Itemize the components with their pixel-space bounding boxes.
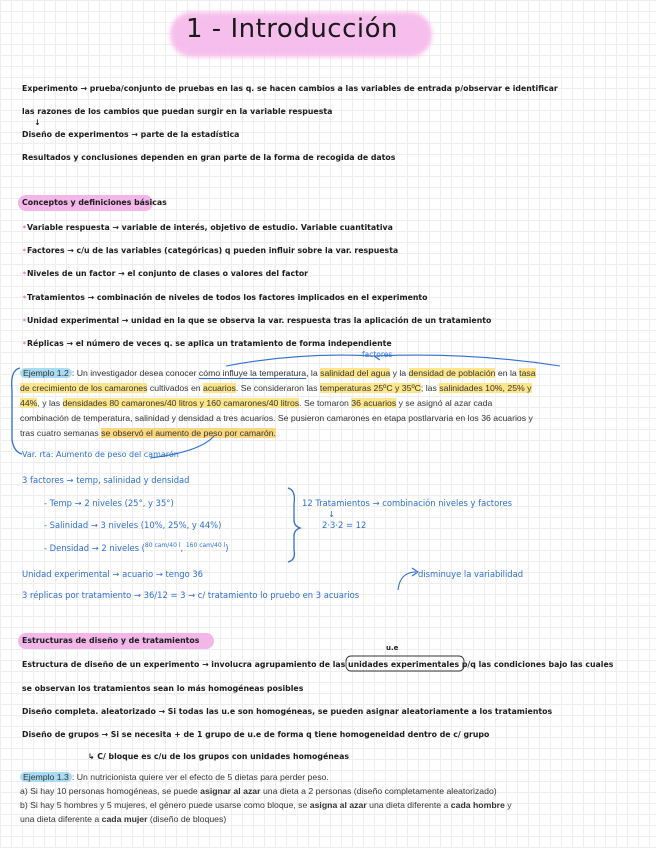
factores-annotation: factores (362, 350, 393, 359)
page-title: 1 - Introducción (186, 14, 399, 44)
structures-line-5: ↳ C/ bloque es c/u de los grupos con unidades homogéneas (88, 752, 349, 761)
concept-item: •Tratamientos → combinación de niveles de todos los factores implicados en el experimento (22, 293, 428, 302)
concepts-heading: Conceptos y definiciones básicas (22, 198, 167, 207)
replicas-note: 3 réplicas por tratamiento → 36/12 = 3 → c/ tratamiento lo pruebo en 3 acuarios (22, 590, 360, 600)
intro-line-1: Experimento → prueba/conjunto de pruebas en las q. se hacen cambios a las variables de entrada p/observar e identificar (22, 84, 558, 93)
factors-summary: 3 factores → temp, salinidad y densidad (22, 475, 190, 485)
intro-line-4: Resultados y conclusiones dependen en gran parte de la forma de recogida de datos (22, 153, 396, 162)
example12-bracket (12, 368, 22, 454)
example12-line-1: Ejemplo 1.2 : Un investigador desea conocer cómo influye la temperatura, la salinidad del agua y la densidad de población en la tasa (20, 366, 536, 381)
factors-brace (226, 355, 560, 366)
unidades-box (346, 656, 464, 671)
brace-tick (374, 356, 380, 360)
concept-item: •Unidad experimental → unidad en la que se observa la var. respuesta tras la aplicación de un tratamiento (22, 316, 492, 325)
var-rta-link (150, 436, 214, 458)
example13-a: a) Si hay 10 personas homogéneas, se puede asignar al azar una dieta a 2 personas (diseño completamente aleatorizado) (20, 786, 497, 796)
example12-label: Ejemplo 1.2 (20, 368, 72, 378)
concept-item: •Factores → c/u de las variables (categóricas) q pueden influir sobre la var. respuesta (22, 246, 399, 255)
ue-note: u.e (386, 644, 399, 652)
treatments-calc: 2·3·2 = 12 (322, 520, 367, 530)
intro-line-3: Diseño de experimentos → parte de la estadística (22, 130, 240, 139)
example12-line-4: combinación de temperatura, salinidad y densidad a tres acuarios. Se pusieron camarones en etapa postlarvaria en los 36 acuarios y (20, 413, 533, 423)
example13-b: b) Si hay 5 hombres y 5 mujeres, el género puede usarse como bloque, se asigna al azar una dieta diferente a cada hombre y (20, 800, 512, 810)
variability-note: disminuye la variabilidad (418, 569, 524, 579)
concept-item: •Niveles de un factor → el conjunto de clases o valores del factor (22, 269, 309, 278)
example12-line-2: de crecimiento de los camarones cultivados en acuarios. Se consideraron las temperaturas 25ºC y 35ºC; las salinidades 10%, 25% y (20, 383, 532, 393)
structures-line-2: se observan los tratamientos sean lo más homogéneas posibles (22, 684, 304, 693)
structures-line-3: Diseño completa. aleatorizado → Si todas las u.e son homogéneas, se pueden asignar aleatoriamente a los tratamientos (22, 707, 553, 716)
concept-item: •Réplicas → el número de veces q. se aplica un tratamiento de forma independiente (22, 339, 392, 348)
levels-bracket (288, 488, 300, 562)
temp-levels: - Temp → 2 niveles (25°, y 35°) (44, 498, 174, 508)
example13-label: Ejemplo 1.3 (20, 772, 72, 782)
experimental-unit: Unidad experimental → acuario → tengo 36 (22, 569, 204, 579)
concept-item: •Variable respuesta → variable de interés, objetivo de estudio. Variable cuantitativa (22, 223, 393, 232)
intro-line-2: las razones de los cambios que puedan surgir en la variable respuesta (22, 107, 333, 116)
density-levels: - Densidad → 2 niveles ($^{80 cam/40 l}$, $^{160 cam/40 l}$) (44, 542, 229, 553)
structures-heading: Estructuras de diseño y de tratamientos (22, 636, 200, 645)
structures-line-4: Diseño de grupos → Si se necesita + de 1 grupo de u.e de forma q tiene homogeneidad dentro de c/ grupo (22, 730, 490, 739)
treatments-arrow: ↓ (328, 509, 336, 519)
treatments-note: 12 Tratamientos → combinación niveles y factores (302, 498, 512, 508)
example13-intro: Ejemplo 1.3 : Un nutricionista quiere ver el efecto de 5 dietas para perder peso. (20, 770, 329, 785)
example12-line-3: 44%, y las densidades 80 camarones/40 litros y 160 camarones/40 litros. Se tomaron 36 acuarios y se asignó al azar cada (20, 398, 493, 408)
example12-line-5: tras cuatro semanas se observó el aumento de peso por camarón. (20, 428, 276, 438)
salinity-levels: - Salinidad → 3 niveles (10%, 25%, y 44%) (44, 520, 222, 530)
structures-line-1: Estructura de diseño de un experimento → involucra agrupamiento de las unidades experimentales p/q las condiciones bajo las cuales (22, 660, 614, 669)
example13-c: una dieta diferente a cada mujer (diseño de bloques) (20, 814, 227, 824)
intro-arrow: ↓ (34, 118, 41, 127)
var-rta: Var. rta: Aumento de peso del camarón (22, 450, 179, 459)
